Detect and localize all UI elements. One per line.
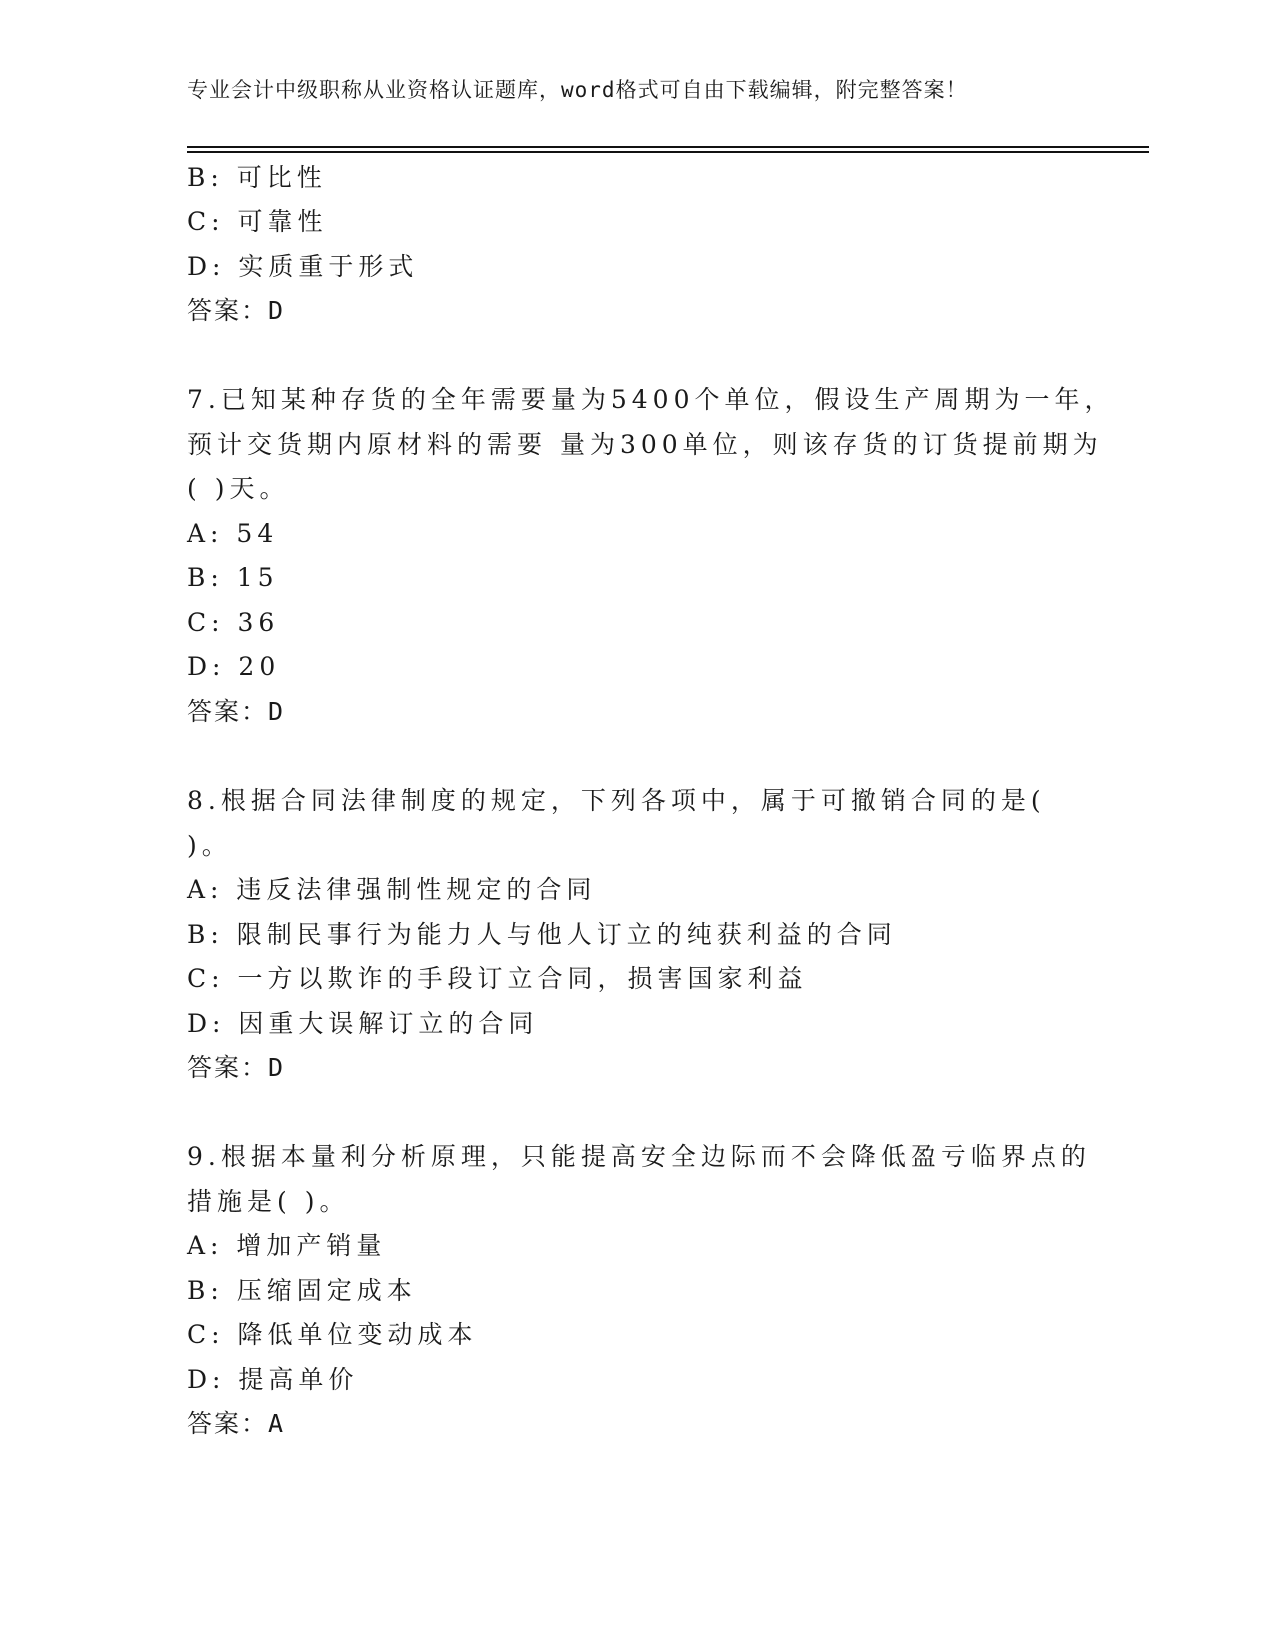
q7-option-b: B: 15 [187,563,279,592]
header-rule-bottom [187,151,1149,153]
q7-question-line-1: 7.已知某种存货的全年需要量为5400个单位，假设生产周期为一年， [187,385,1115,414]
q6-answer: 答案：D [187,296,286,325]
q7-option-d: D: 20 [187,652,281,681]
q8-option-d: D: 因重大误解订立的合同 [187,1009,539,1038]
q9-option-c: C: 降低单位变动成本 [187,1320,478,1349]
q9-question-line-1: 9.根据本量利分析原理，只能提高安全边际而不会降低盈亏临界点的 [187,1142,1091,1171]
q8-option-b: B: 限制民事行为能力人与他人订立的纯获利益的合同 [187,920,897,949]
q8-question-line-1: 8.根据合同法律制度的规定，下列各项中，属于可撤销合同的是( [187,786,1046,815]
q9-option-a: A: 增加产销量 [187,1231,387,1260]
q6-option-d: D: 实质重于形式 [187,252,419,281]
q8-option-c: C: 一方以欺诈的手段订立合同，损害国家利益 [187,964,808,993]
q7-option-a: A: 54 [187,519,279,548]
page-header: 专业会计中级职称从业资格认证题库，word格式可自由下载编辑，附完整答案！ [187,78,968,102]
q8-option-a: A: 违反法律强制性规定的合同 [187,875,597,904]
q9-question-line-2: 措施是( )。 [187,1187,350,1216]
q8-question-line-2: )。 [187,831,232,860]
q7-answer: 答案：D [187,697,286,726]
q9-answer: 答案：A [187,1409,286,1438]
q6-option-c: C: 可靠性 [187,207,328,236]
q9-option-d: D: 提高单价 [187,1365,359,1394]
q6-option-b: B: 可比性 [187,163,327,192]
q7-option-c: C: 36 [187,608,280,637]
q9-option-b: B: 压缩固定成本 [187,1276,417,1305]
q7-question-line-3: ( )天。 [187,474,290,503]
header-rule-top [187,146,1149,148]
q7-question-line-2: 预计交货期内原材料的需要 量为300单位，则该存货的订货提前期为 [187,430,1103,459]
q8-answer: 答案：D [187,1053,286,1082]
